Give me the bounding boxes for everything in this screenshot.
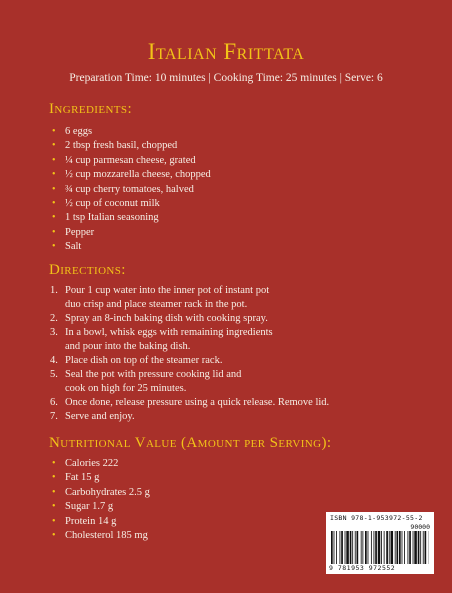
ingredient-item bbox=[50, 139, 211, 153]
ingredients-list bbox=[50, 125, 211, 255]
directions-list bbox=[50, 284, 350, 424]
barcode-bar bbox=[413, 531, 414, 564]
barcode-bar bbox=[399, 531, 401, 564]
nutrition-item-text: Carbohydrates 2.5 g bbox=[65, 486, 150, 498]
step-line: and pour into the baking dish. bbox=[65, 341, 191, 352]
ingredient-item bbox=[50, 125, 211, 139]
bullet-icon: • bbox=[52, 198, 56, 210]
barcode-bar bbox=[331, 531, 333, 564]
ingredient-item-text: ½ cup of coconut milk bbox=[65, 198, 160, 210]
bullet-icon: • bbox=[52, 530, 56, 542]
ingredient-item-text: ¾ cup cherry tomatoes, halved bbox=[65, 183, 194, 195]
bullet-icon: • bbox=[52, 472, 56, 484]
barcode-bar bbox=[355, 531, 356, 564]
step-line: Spray an 8-inch baking dish with cooking spray. bbox=[65, 313, 268, 324]
barcode-bar bbox=[389, 531, 390, 564]
step-line: cook on high for 25 minutes. bbox=[65, 383, 187, 394]
nutrition-list bbox=[50, 457, 150, 543]
nutrition-item bbox=[50, 500, 150, 514]
ingredient-item bbox=[50, 154, 211, 168]
nutrition-item bbox=[50, 515, 150, 529]
barcode-bar bbox=[378, 531, 381, 564]
barcode-bar bbox=[395, 531, 396, 564]
barcode-bar bbox=[402, 531, 403, 564]
bullet-icon: • bbox=[52, 241, 56, 253]
step-number: 1. bbox=[50, 285, 58, 296]
ingredient-item-text: Pepper bbox=[65, 226, 95, 238]
step-number: 2. bbox=[50, 313, 58, 324]
step-line: Seal the pot with pressure cooking lid and bbox=[65, 369, 242, 380]
direction-step bbox=[50, 368, 350, 396]
nutrition-heading: Nutritional Value (Amount per Serving): bbox=[49, 435, 332, 451]
barcode-bar bbox=[368, 531, 369, 564]
step-number: 4. bbox=[50, 355, 58, 366]
barcode-bar bbox=[386, 531, 388, 564]
barcode-bar bbox=[361, 531, 362, 564]
step-number: 6. bbox=[50, 397, 58, 408]
step-line: In a bowl, whisk eggs with remaining ingredients bbox=[65, 327, 273, 338]
bullet-icon: • bbox=[52, 226, 56, 238]
direction-step bbox=[50, 354, 350, 368]
ean-number: 9 781953 972552 bbox=[329, 564, 396, 572]
ingredient-item-text: 1 tsp Italian seasoning bbox=[65, 212, 159, 224]
step-line: Place dish on top of the steamer rack. bbox=[65, 355, 223, 366]
bullet-icon: • bbox=[52, 126, 56, 137]
barcode-bar bbox=[404, 531, 405, 564]
ingredients-heading: Ingredients: bbox=[49, 101, 133, 117]
nutrition-item-text: Cholesterol 185 mg bbox=[65, 530, 148, 542]
directions-heading: Directions: bbox=[49, 262, 126, 278]
nutrition-item bbox=[50, 486, 150, 500]
nutrition-item-text: Fat 15 g bbox=[65, 472, 100, 484]
isbn-label: ISBN 978-1-953972-55-2 bbox=[330, 514, 423, 522]
direction-step bbox=[50, 326, 350, 354]
bullet-icon: • bbox=[52, 154, 56, 166]
barcode-bars bbox=[331, 531, 429, 564]
barcode-bar bbox=[409, 531, 411, 564]
barcode-bar bbox=[384, 531, 385, 564]
nutrition-item-text: Protein 14 g bbox=[65, 515, 117, 527]
step-line: Serve and enjoy. bbox=[65, 411, 135, 422]
ingredient-item bbox=[50, 168, 211, 182]
nutrition-item bbox=[50, 471, 150, 485]
barcode-bar bbox=[418, 531, 420, 564]
step-line: Once done, release pressure using a quick release. Remove lid. bbox=[65, 397, 330, 408]
barcode-bar bbox=[340, 531, 341, 564]
nutrition-item bbox=[50, 529, 150, 543]
ingredient-item bbox=[50, 197, 211, 211]
ingredient-item bbox=[50, 183, 211, 197]
bullet-icon: • bbox=[52, 169, 56, 181]
ingredient-item-text: ¼ cup parmesan cheese, grated bbox=[65, 154, 196, 166]
step-number: 7. bbox=[50, 411, 58, 422]
nutrition-item bbox=[50, 457, 150, 471]
barcode-bar bbox=[352, 531, 353, 564]
barcode-bar bbox=[425, 531, 427, 564]
step-line: duo crisp and place steamer rack in the pot. bbox=[65, 299, 248, 310]
recipe-meta: Preparation Time: 10 minutes | Cooking Time: 25 minutes | Serve: 6 bbox=[69, 72, 383, 84]
direction-step bbox=[50, 284, 350, 312]
recipe-title: Italian Frittata bbox=[147, 39, 305, 64]
barcode-bar bbox=[341, 531, 343, 564]
isbn-barcode bbox=[326, 512, 434, 574]
direction-step bbox=[50, 410, 350, 424]
bullet-icon: • bbox=[52, 501, 56, 513]
barcode-bar bbox=[371, 531, 372, 564]
nutrition-item-text: Sugar 1.7 g bbox=[65, 501, 114, 513]
barcode-bar bbox=[423, 531, 424, 564]
barcode-bar bbox=[336, 531, 337, 564]
barcode-bar bbox=[362, 531, 363, 564]
barcode-bar bbox=[350, 531, 352, 564]
barcode-bar bbox=[381, 531, 382, 564]
nutrition-item-text: Calories 222 bbox=[65, 458, 119, 469]
ingredient-item-text: 6 eggs bbox=[65, 126, 93, 137]
barcode-bar bbox=[396, 531, 398, 564]
ingredient-item bbox=[50, 211, 211, 225]
bullet-icon: • bbox=[52, 212, 56, 224]
price-code: 90000 bbox=[410, 523, 430, 531]
ingredient-item bbox=[50, 226, 211, 240]
barcode-bar bbox=[346, 531, 349, 564]
barcode-bar bbox=[414, 531, 417, 564]
step-line: Pour 1 cup water into the inner pot of instant pot bbox=[65, 285, 270, 296]
barcode-bar bbox=[365, 531, 367, 564]
ingredient-item-text: Salt bbox=[65, 241, 82, 253]
bullet-icon: • bbox=[52, 486, 56, 498]
direction-step bbox=[50, 312, 350, 326]
bullet-icon: • bbox=[52, 183, 56, 195]
barcode-bar bbox=[408, 531, 409, 564]
barcode-bar bbox=[357, 531, 359, 564]
barcode-bar bbox=[420, 531, 421, 564]
ingredient-item-text: ½ cup mozzarella cheese, chopped bbox=[65, 169, 211, 181]
barcode-bar bbox=[374, 531, 375, 564]
barcode-bar bbox=[334, 531, 335, 564]
ingredient-item-text: 2 tbsp fresh basil, chopped bbox=[65, 140, 178, 152]
barcode-bar bbox=[345, 531, 346, 564]
direction-step bbox=[50, 396, 350, 410]
barcode-bar bbox=[391, 531, 394, 564]
bullet-icon: • bbox=[52, 458, 56, 469]
barcode-bar bbox=[375, 531, 377, 564]
bullet-icon: • bbox=[52, 140, 56, 152]
bullet-icon: • bbox=[52, 515, 56, 527]
ingredient-item bbox=[50, 240, 211, 254]
step-number: 3. bbox=[50, 327, 58, 338]
step-number: 5. bbox=[50, 369, 58, 380]
